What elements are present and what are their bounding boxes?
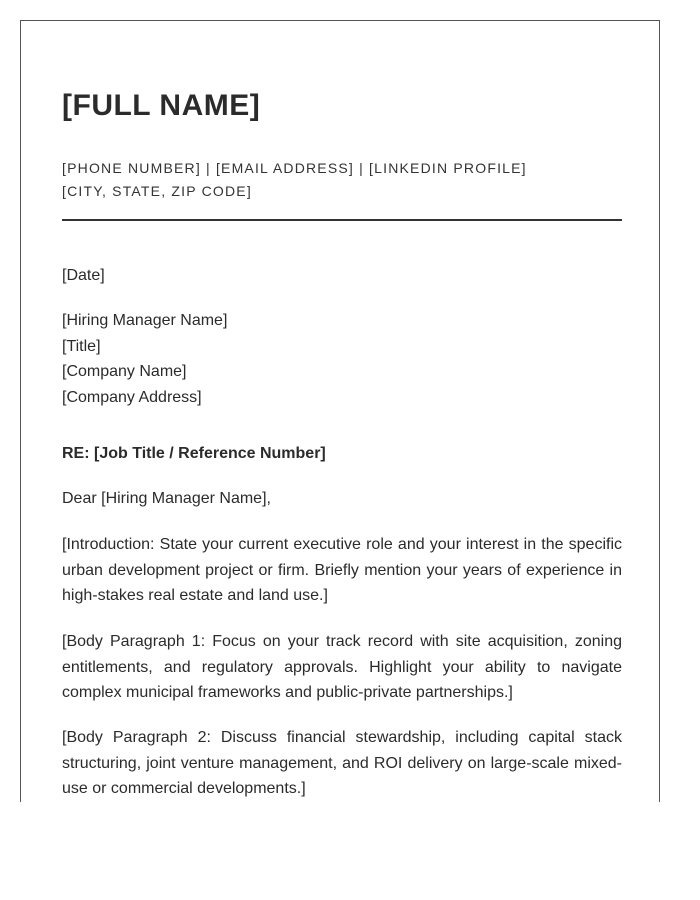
re-line: RE: [Job Title / Reference Number] bbox=[62, 445, 326, 462]
contact-line-1: [PHONE NUMBER] | [EMAIL ADDRESS] | [LINKEDIN PROFILE] bbox=[62, 160, 527, 176]
full-name-heading: [FULL NAME] bbox=[62, 89, 261, 122]
letter-date: [Date] bbox=[62, 267, 105, 284]
header-divider bbox=[62, 219, 622, 221]
body-paragraph-1: [Body Paragraph 1: Focus on your track record with site acquisition, zoning entitlements, and regulatory approvals. Highlight your ability to navigate complex municipal frameworks and public-private partnerships.] bbox=[62, 633, 622, 701]
contact-line-2: [CITY, STATE, ZIP CODE] bbox=[62, 183, 252, 199]
salutation: Dear [Hiring Manager Name], bbox=[62, 490, 271, 507]
recipient-block bbox=[62, 308, 622, 410]
contact-block bbox=[62, 157, 527, 203]
intro-paragraph: [Introduction: State your current executive role and your interest in the specific urban development project or firm. Briefly mention your years of experience in high-stakes real estate and land use.] bbox=[62, 536, 622, 604]
recipient-address: [Company Address] bbox=[62, 388, 202, 406]
recipient-title: [Title] bbox=[62, 337, 101, 355]
recipient-name: [Hiring Manager Name] bbox=[62, 312, 228, 329]
recipient-company: [Company Name] bbox=[62, 363, 187, 380]
body-paragraph-2: [Body Paragraph 2: Discuss financial stewardship, including capital stack structuring, joint venture management, and ROI delivery on large-scale mixed-use or commercial developments.] bbox=[62, 729, 622, 797]
document-page bbox=[20, 20, 660, 802]
